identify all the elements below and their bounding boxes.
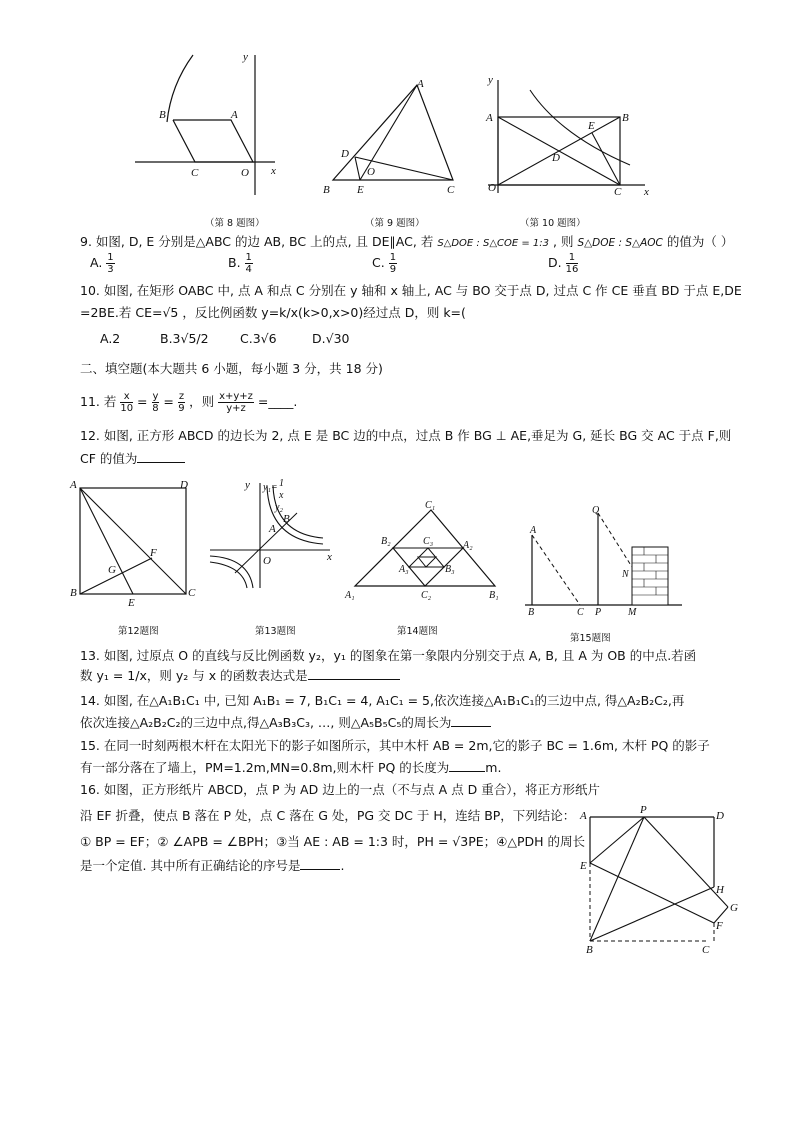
svg-text:A: A: [486, 112, 493, 124]
figure-12: [68, 478, 198, 613]
svg-text:C₃: C₃: [423, 536, 434, 547]
svg-text:y: y: [245, 479, 250, 491]
q10-option-d: D.√30: [312, 331, 350, 346]
svg-text:B₂: B₂: [381, 536, 391, 547]
svg-text:O: O: [367, 166, 375, 178]
svg-text:N: N: [622, 569, 629, 580]
section-title: 二、填空题(本大题共 6 小题，每小题 3 分，共 18 分): [80, 361, 383, 376]
svg-text:G: G: [730, 902, 738, 914]
svg-text:1: 1: [279, 478, 284, 489]
svg-text:P: P: [595, 607, 602, 618]
q9-stem: 9. 如图, D, E 分别是△ABC 的边 AB, BC 上的点, 且 DE∥AC, 若 S△DOE : S△COE = 1:3 , 则 S△DOE : S△AOC 的值为（ ）: [80, 234, 734, 249]
caption-fig14: 第14题图: [397, 626, 438, 637]
svg-text:C: C: [577, 607, 584, 618]
svg-text:A₃: A₃: [399, 564, 409, 575]
svg-text:H: H: [716, 884, 724, 896]
svg-text:F: F: [716, 920, 723, 932]
figure-9: [315, 75, 465, 200]
svg-text:D: D: [180, 479, 188, 491]
figure-14: [345, 500, 505, 605]
q14-line2: 依次连接△A₂B₂C₂的三边中点,得△A₃B₃C₃, …, 则△A₅B₅C₅的周长为: [80, 715, 491, 731]
svg-text:O: O: [241, 167, 249, 179]
q16-line4: 是一个定值. 其中所有正确结论的序号是 .: [80, 858, 345, 873]
q15-line2: 有一部分落在了墙上，PM=1.2m,MN=0.8m,则木杆 PQ 的长度为 m.: [80, 760, 502, 775]
svg-text:B₁: B₁: [489, 590, 499, 601]
caption-fig13: 第13题图: [255, 626, 296, 637]
svg-text:D: D: [341, 148, 349, 160]
svg-text:M: M: [628, 607, 637, 618]
svg-text:E: E: [128, 597, 135, 609]
svg-text:C₁: C₁: [425, 500, 436, 511]
caption-fig15: 第15题图: [570, 633, 611, 644]
svg-text:O: O: [263, 555, 271, 567]
svg-text:A₂: A₂: [463, 540, 473, 551]
figure-8: [135, 50, 295, 210]
svg-text:A: A: [580, 810, 587, 822]
svg-text:A₁: A₁: [345, 590, 355, 601]
svg-text:B₃: B₃: [445, 564, 455, 575]
svg-text:y₂: y₂: [275, 502, 283, 513]
svg-text:C: C: [191, 167, 199, 179]
svg-text:A: A: [530, 525, 537, 536]
caption-fig9: （第 9 题图）: [365, 218, 425, 229]
svg-text:Q: Q: [592, 505, 600, 516]
svg-text:y₁=: y₁=: [263, 482, 278, 493]
q11: 11. 若 $\frac{x}{10}$ = $\frac{y}{8}$ = $\frac{z}{9}$ ，则 $\frac{x+y+z}{y+z}$ =____.: [80, 391, 298, 414]
q10-line1: 10. 如图, 在矩形 OABC 中, 点 A 和点 C 分别在 y 轴和 x 轴上, AC 与 BO 交于点 D, 过点 C 作 CE 垂直 BD 于点 E,DE: [80, 283, 742, 298]
svg-text:A: A: [231, 109, 238, 121]
svg-text:E: E: [357, 184, 364, 196]
q9-option-a: A. $\frac{1}{3}$: [90, 252, 114, 275]
q9-option-b: B. $\frac{1}{4}$: [228, 252, 252, 275]
q15-line1: 15. 在同一时刻两根木杆在太阳光下的影子如图所示，其中木杆 AB = 2m,它的影子 BC = 1.6m, 木杆 PQ 的影子: [80, 738, 710, 753]
caption-fig12: 第12题图: [118, 626, 159, 637]
svg-text:B: B: [528, 607, 535, 618]
svg-text:B: B: [70, 587, 77, 599]
figure-16: [578, 805, 748, 960]
svg-text:A: A: [269, 523, 276, 535]
q10-line2: =2BE.若 CE=√5 ，反比例函数 y=k/x(k>0,x>0)经过点 D，则 k=(: [80, 305, 466, 320]
svg-text:B: B: [586, 944, 593, 956]
svg-text:x: x: [271, 165, 276, 177]
q10-option-a: A.2: [100, 331, 121, 346]
figure-15: [520, 505, 685, 618]
svg-text:x: x: [279, 490, 284, 501]
figure-10: [480, 75, 655, 200]
q10-option-c: C.3√6: [240, 331, 277, 346]
svg-text:B: B: [323, 184, 330, 196]
svg-text:x: x: [644, 186, 649, 198]
q9-option-d: D. $\frac{1}{16}$: [548, 252, 579, 275]
svg-text:C: C: [447, 184, 455, 196]
svg-text:C: C: [702, 944, 710, 956]
svg-text:C₂: C₂: [421, 590, 432, 601]
svg-text:P: P: [640, 804, 647, 816]
svg-text:C: C: [188, 587, 196, 599]
q12-line2: CF 的值为: [80, 451, 185, 467]
svg-text:y: y: [488, 74, 493, 86]
svg-text:B: B: [159, 109, 166, 121]
caption-fig10: （第 10 题图）: [520, 218, 586, 229]
q9-option-c: C. $\frac{1}{9}$: [372, 252, 397, 275]
svg-text:A: A: [417, 78, 424, 90]
q10-option-b: B.3√5/2: [160, 331, 209, 346]
q16-line3: ① BP = EF；② ∠APB = ∠BPH；③当 AE : AB = 1:3 时，PH = √3PE；④△PDH 的周长: [80, 834, 585, 849]
q13-line2: 数 y₁ = 1/x，则 y₂ 与 x 的函数表达式是: [80, 668, 400, 684]
svg-text:y: y: [243, 51, 248, 63]
svg-text:C: C: [614, 186, 622, 198]
svg-text:B: B: [283, 513, 290, 525]
svg-text:B: B: [622, 112, 629, 124]
figure-13: [205, 478, 340, 598]
svg-text:D: D: [716, 810, 724, 822]
svg-text:E: E: [588, 120, 595, 132]
svg-text:G: G: [108, 564, 116, 576]
svg-text:E: E: [580, 860, 587, 872]
caption-fig8: （第 8 题图）: [205, 218, 265, 229]
q12-line1: 12. 如图, 正方形 ABCD 的边长为 2, 点 E 是 BC 边的中点，过点 B 作 BG ⊥ AE,垂足为 G, 延长 BG 交 AC 于点 F,则: [80, 428, 732, 443]
svg-text:A: A: [70, 479, 77, 491]
svg-text:x: x: [327, 551, 332, 563]
q13-line1: 13. 如图, 过原点 O 的直线与反比例函数 y₂，y₁ 的图象在第一象限内分别交于点 A, B, 且 A 为 OB 的中点.若函: [80, 648, 697, 663]
svg-text:O: O: [488, 182, 496, 194]
svg-text:F: F: [150, 547, 157, 559]
svg-text:D: D: [552, 152, 560, 164]
q16-line2: 沿 EF 折叠，使点 B 落在 P 处，点 C 落在 G 处，PG 交 DC 于 H，连结 BP，下列结论：: [80, 808, 576, 823]
q16-line1: 16. 如图，正方形纸片 ABCD，点 P 为 AD 边上的一点（不与点 A 点 D 重合），将正方形纸片: [80, 782, 601, 797]
q14-line1: 14. 如图, 在△A₁B₁C₁ 中, 已知 A₁B₁ = 7, B₁C₁ = 4, A₁C₁ = 5,依次连接△A₁B₁C₁的三边中点, 得△A₂B₂C₂,再: [80, 693, 685, 708]
